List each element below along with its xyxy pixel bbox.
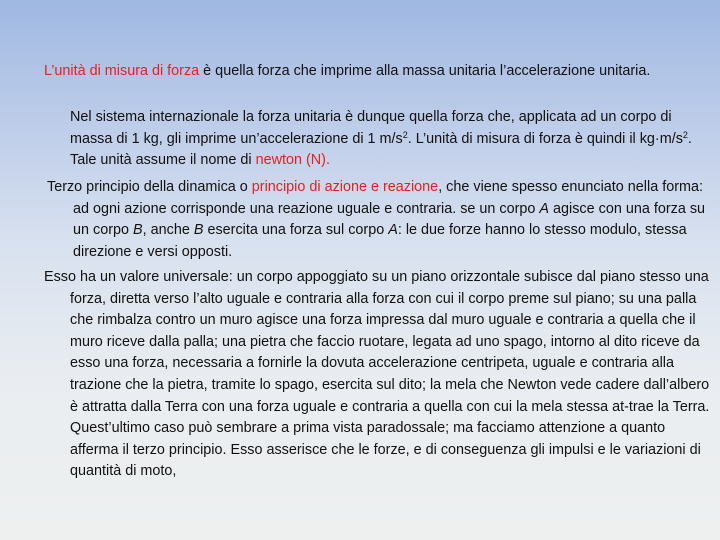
paragraph-force-unit (44, 61, 710, 83)
paragraph-si-unit (44, 107, 710, 172)
body-label-a: A (388, 222, 398, 239)
superscript-2: 2 (682, 129, 688, 140)
text-si-unit-c: . Tale unità assume il nome di (70, 130, 692, 169)
text-universal-value: Esso ha un valore universale: un corpo appoggiato su un piano orizzontale subisce dal piano stesso una forza, diretta verso l’alto uguale e contraria alla forza con cui il corpo preme sul piano; su una palla che rimbalza contro un muro agisce una forza impressa dal muro uguale e contraria a quella che il muro riceve dalla palla; una pietra che faccio ruotare, legata ad uno spago, intorno al dito riceve da esso una forza, necessaria a fornirle la dovuta accelerazione centripeta, uguale e contraria alla trazione che la pietra, tramite lo spago, esercita sul dito; la mela che Newton vede cadere dall’albero è attratta dalla Terra con una forza uguale e contraria a quella con cui la mela stessa at-trae la Terra. Quest’ultimo caso può sembrare a prima vista paradossale; ma facciamo attenzione a quanto afferma il terzo principio. Esso asserisce che le forze, e di conseguenza gli impulsi e le variazioni di quantità di moto, (44, 269, 710, 480)
body-label-b: B (193, 222, 204, 239)
text-third-principle-e: esercita una forza sul corpo (203, 222, 389, 239)
text-third-principle-a: Terzo principio della dinamica o (47, 179, 252, 195)
text-third-principle-f: : le due forze hanno lo stesso modulo, stessa direzione e versi opposti. (73, 222, 687, 260)
highlight-newton: newton (N). (255, 152, 330, 169)
body-label-b: B (133, 222, 143, 239)
text-force-unit-definition: è quella forza che imprime alla massa unitaria l’accelerazione unitaria. (199, 63, 651, 79)
superscript-2: 2 (402, 129, 408, 140)
text-si-unit-a: Nel sistema internazionale la forza unitaria è dunque quella forza che, applicata ad un corpo di massa di 1 kg, gli imprime un’accelerazione di 1 m/s (70, 109, 672, 147)
text-third-principle-c: agisce con una forza su un corpo (73, 200, 706, 239)
body-label-a: A (539, 200, 550, 217)
text-third-principle-b: , che viene spesso enunciato nella forma: ad ogni azione corrisponde una reazione uguale e contraria. se un corpo (73, 179, 703, 217)
paragraph-third-principle (47, 177, 713, 263)
highlight-force-unit: L’unità di misura di forza (44, 63, 200, 79)
paragraph-universal-value (44, 267, 710, 483)
text-si-unit-b: . L’unità di misura di forza è quindi il kg·m/s (407, 130, 683, 147)
text-third-principle-d: , anche (142, 222, 194, 239)
highlight-action-reaction: principio di azione e reazione (251, 179, 439, 195)
